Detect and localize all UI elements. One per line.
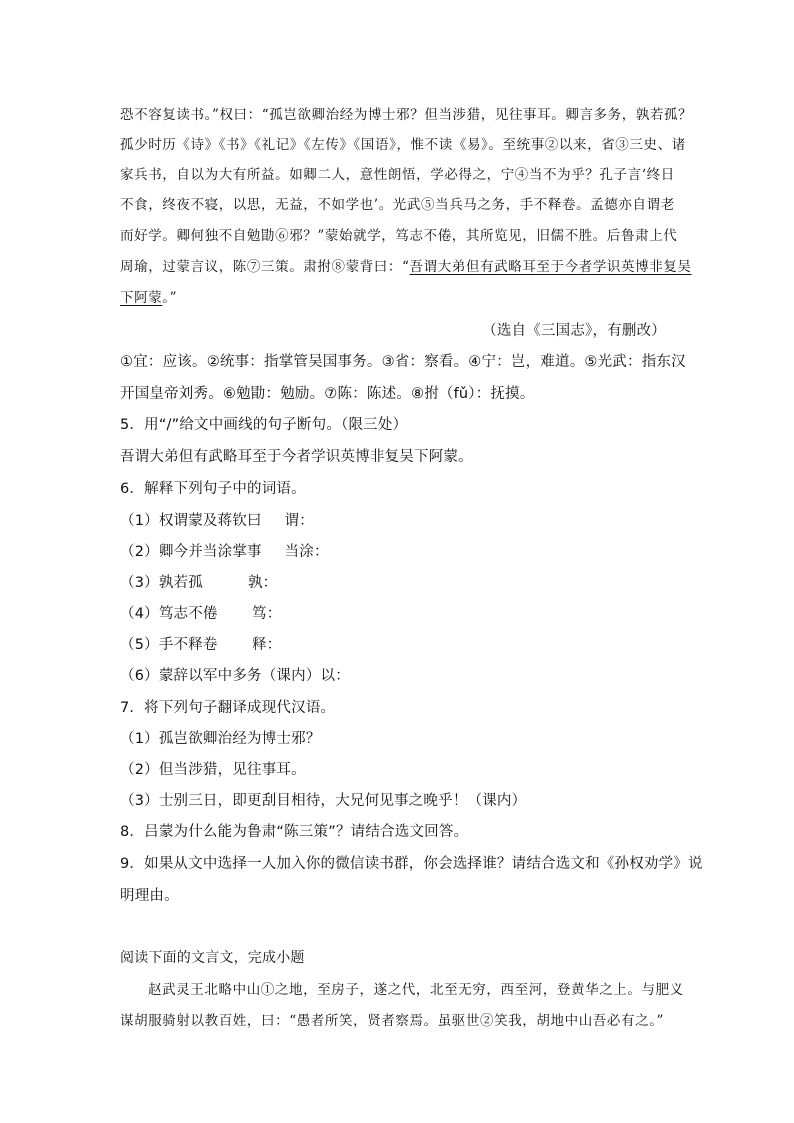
q6-item-1 — [120, 509, 314, 530]
notes-line-1: ①宜：应该。②统事：指掌管吴国事务。③省：察看。④宁：岂，难道。⑤光武：指东汉 — [120, 354, 686, 370]
q6-item-sentence: （4）笃志不倦 — [120, 606, 218, 622]
q6-item-sentence: （2）卿今并当涂掌事 — [120, 544, 262, 560]
q6-item-word: 释： — [252, 637, 282, 653]
passage-line-4: 不食，终夜不寝，以思，无益，不如学也’。光武⑤当兵马之务，手不释卷。孟德亦自谓老 — [120, 197, 675, 213]
notes-line-2: 开国皇帝刘秀。⑥勉勖：勉励。⑦陈：陈述。⑧拊（fǔ）：抚摸。 — [120, 386, 535, 402]
section-heading: 阅读下面的文言文，完成小题 — [120, 950, 305, 966]
question-9-line-2: 明理由。 — [120, 888, 179, 904]
q6-item-sentence: （1）权谓蒙及蒋钦曰 — [120, 513, 262, 529]
question-7: 7．将下列句子翻译成现代汉语。 — [120, 700, 336, 716]
q6-item-6: （6）蒙辞以军中多务（课内）以： — [120, 668, 350, 684]
passage-line-7 — [120, 286, 177, 306]
q6-item-sentence: （5）手不释卷 — [120, 637, 218, 653]
question-5-sentence: 吾谓大弟但有武略耳至于今者学识英博非复吴下阿蒙。 — [120, 449, 473, 465]
question-9-line-1: 9．如果从文中选择一人加入你的微信读书群，你会选择谁？请结合选文和《孙权劝学》说 — [120, 856, 703, 872]
q7-item-1: （1）孤岂欲卿治经为博士邪？ — [120, 731, 321, 747]
next-passage-line-1: 赵武灵王北略中山①之地，至房子，遂之代，北至无穷，西至河，登黄华之上。与肥义 — [148, 982, 684, 998]
q6-item-4 — [120, 602, 281, 623]
q7-item-2: （2）但当涉猎，见往事耳。 — [120, 762, 306, 778]
question-6: 6．解释下列句子中的词语。 — [120, 481, 306, 497]
q6-item-word: 谓： — [284, 513, 314, 529]
passage-line-6 — [120, 255, 692, 275]
q6-item-word: 当涂： — [284, 544, 329, 560]
q7-item-3: （3）士别三日，即更刮目相待，大兄何见事之晚乎！（课内） — [120, 793, 527, 809]
q6-item-word: 孰： — [248, 575, 278, 591]
passage-line-2: 孤少时历《诗》《书》《礼记》《左传》《国语》，惟不读《易》。至统事②以来，省③三史、诸 — [120, 137, 686, 153]
passage-line-6-text: 周瑜，过蒙言议，陈⑦三策。肃拊⑧蒙背曰：“ — [120, 259, 410, 275]
underlined-sentence-part-2: 下阿蒙 — [120, 290, 163, 306]
passage-line-3: 家兵书，自以为大有所益。如卿二人，意性朗悟，学必得之，宁④当不为乎？孔子言‘终日 — [120, 167, 675, 183]
underlined-sentence-part-1: 吾谓大弟但有武略耳至于今者学识英博非复吴 — [409, 259, 692, 275]
question-8: 8．吕蒙为什么能为鲁肃“陈三策”？请结合选文回答。 — [120, 824, 469, 840]
q6-item-word: 笃： — [252, 606, 282, 622]
q6-item-sentence: （3）孰若孤 — [120, 575, 203, 591]
source-citation: （选自《三国志》，有删改） — [482, 323, 666, 339]
passage-line-7-end: 。” — [162, 290, 178, 306]
q6-item-2 — [120, 540, 329, 561]
passage-line-5: 而好学。卿何独不自勉勖⑥邪？”蒙始就学，笃志不倦，其所览见，旧儒不胜。后鲁肃上代 — [120, 228, 678, 244]
passage-line-1: 恐不容复读书。”权曰：“孤岂欲卿治经为博士邪？但当涉猎，见往事耳。卿言多务，孰若孤？ — [120, 107, 693, 123]
next-passage-line-2: 谋胡服骑射以教百姓，曰：“愚者所笑，贤者察焉。虽驱世②笑我，胡地中山吾必有之。” — [120, 1013, 665, 1029]
q6-item-3 — [120, 571, 277, 592]
q6-item-5 — [120, 633, 281, 654]
question-5: 5．用“/”给文中画线的句子断句。（限三处） — [120, 417, 408, 433]
